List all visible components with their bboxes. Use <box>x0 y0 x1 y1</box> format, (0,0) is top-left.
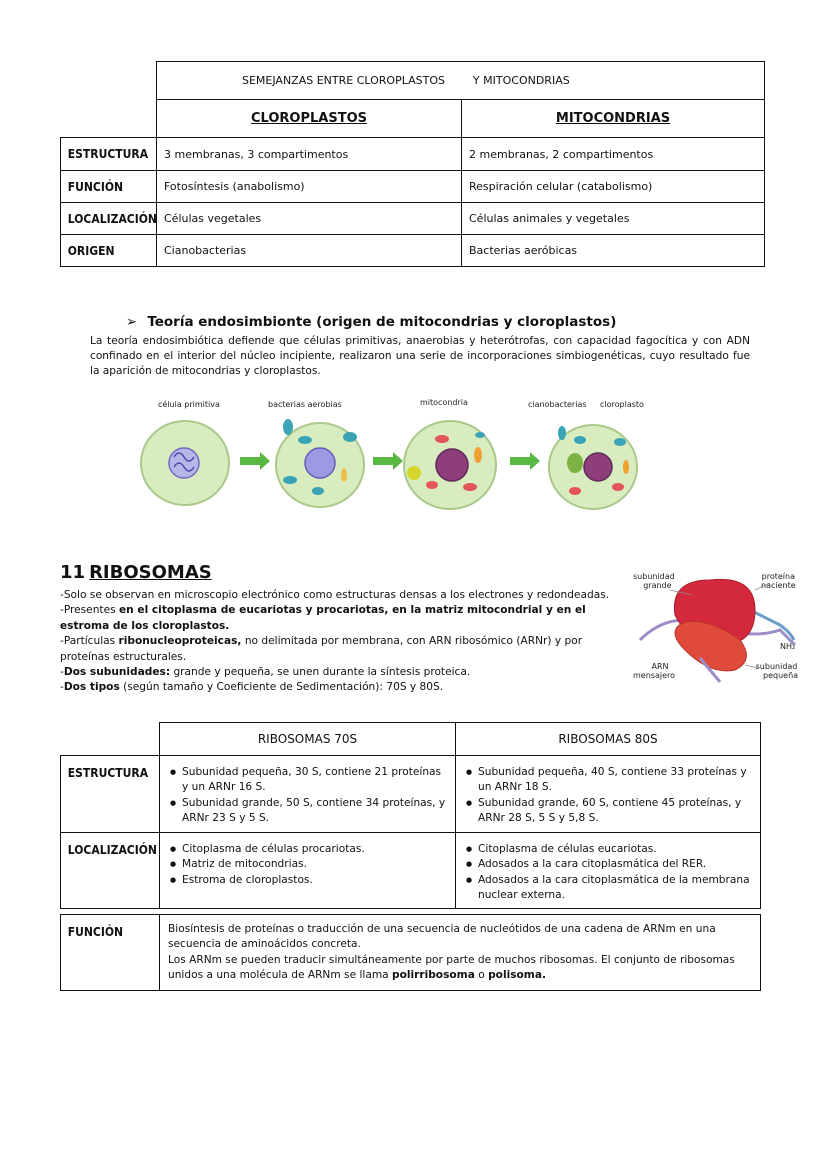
empty-corner <box>61 100 157 138</box>
row-label: FUNCIÓN <box>61 915 150 991</box>
table-cell: Bacterias aeróbicas <box>462 235 765 267</box>
text: Los ARNm se pueden traducir simultáneamente por parte de muchos ribosomas. El conjunto de ribosomas unidos a una molécula de ARNm se llama <box>168 953 735 981</box>
ribosome-function-table <box>60 914 761 991</box>
bullet-arrow-icon: ➢ <box>126 314 138 330</box>
row-label: ORIGEN <box>61 235 147 267</box>
list-item: ● Adosados a la cara citoplasmática de la membrana nuclear externa. <box>478 873 754 904</box>
figure-label <box>755 662 798 680</box>
bullet-list <box>166 765 449 827</box>
text: -Partículas <box>60 635 119 648</box>
figure-label: célula primitiva <box>158 400 220 409</box>
bold-text: Dos tipos <box>63 681 120 694</box>
text: no delimitada por membrana, con ARN ribosómico (ARNr) y por proteínas estructurales. <box>60 635 583 663</box>
table-cell <box>160 915 761 991</box>
section-title-text: Teoría endosimbionte (origen de mitocondrias y cloroplastos) <box>147 314 617 330</box>
paragraph <box>60 588 630 603</box>
section-paragraph: La teoría endosimbiótica defiende que células primitivas, anaerobias y heterótrofas, con capacidad fagocítica y con ADN confinado en el interior del núcleo incipiente, realizaron una serie de incorporaciones simbiogenéticas, cuyo resultado fue la aparición de mitocondrias y cloroplastos. <box>90 335 750 377</box>
section-title: RIBOSOMAS <box>89 562 212 583</box>
bold-text: polisoma. <box>488 968 546 981</box>
list-item: ● Subunidad pequeña, 30 S, contiene 21 proteínas y un ARNr 16 S. <box>182 765 449 796</box>
arrow-icon <box>510 452 540 470</box>
table-cell: Fotosíntesis (anabolismo) <box>157 171 462 203</box>
cells-illustration <box>130 395 670 515</box>
text: o <box>474 968 489 981</box>
text: - <box>60 666 64 679</box>
bullet-list <box>462 765 754 827</box>
section-number: 11 <box>60 562 86 583</box>
table-cell <box>456 833 761 909</box>
list-item: ● Subunidad grande, 50 S, contiene 34 proteínas, y ARNr 23 S y 5 S. <box>182 796 449 827</box>
table-row <box>61 138 765 171</box>
figure-label <box>633 662 675 680</box>
paragraph <box>60 680 630 695</box>
text: (según tamaño y Coeficiente de Sedimentación): 70S y 80S. <box>119 681 444 694</box>
paragraph <box>168 953 752 984</box>
text: -Solo se observan en microscopio electrónico como estructuras densas a los electrones y redondeadas. <box>60 589 610 601</box>
label-line: pequeña <box>763 671 799 680</box>
figure-label: bacterias aerobias <box>268 400 342 409</box>
label-line: grande <box>643 581 672 590</box>
text: - <box>60 681 64 694</box>
bold-text: ribonucleoproteicas, <box>118 635 242 648</box>
ribosome-types-table <box>60 722 761 909</box>
ribosome-figure <box>630 570 800 690</box>
list-item: ● Citoplasma de células procariotas. <box>182 842 449 857</box>
paragraph <box>60 634 630 665</box>
row-label: ESTRUCTURA <box>61 138 147 171</box>
paragraph <box>60 603 630 634</box>
table-row <box>61 833 761 909</box>
bullet-list <box>462 842 754 904</box>
figure-label: mitocondria <box>420 398 468 407</box>
column-header-mitocondrias <box>462 100 765 138</box>
empty-corner <box>61 723 160 756</box>
column-header-80s: RIBOSOMAS 80S <box>456 723 761 756</box>
table-row <box>61 756 761 833</box>
figure-label <box>761 572 796 590</box>
column-header-70s: RIBOSOMAS 70S <box>160 723 456 756</box>
label-line: naciente <box>761 581 796 590</box>
table-cell: Células vegetales <box>157 203 462 235</box>
label-line: ARN <box>651 662 669 671</box>
bullet-list <box>166 842 449 888</box>
bold-text: en el citoplasma de eucariotas y procariotas, en la matriz mitocondrial y en el estroma de los cloroplastos. <box>60 604 586 632</box>
figure-label <box>633 572 675 590</box>
table-row <box>61 171 765 203</box>
table-cell <box>160 756 456 833</box>
empty-corner <box>61 62 157 100</box>
table-cell: Respiración celular (catabolismo) <box>462 171 765 203</box>
table-row <box>61 203 765 235</box>
section-title <box>126 314 750 330</box>
label-line: mensajero <box>633 671 676 680</box>
table-cell <box>160 833 456 909</box>
cell-with-chloroplasts-icon <box>549 425 637 509</box>
paragraph <box>60 665 630 680</box>
header-text: CLOROPLASTOS <box>251 111 367 126</box>
figure-label: cloroplasto <box>600 400 644 409</box>
table-cell: 2 membranas, 2 compartimentos <box>462 138 765 171</box>
text: -Presentes <box>60 604 119 617</box>
primitive-cell-icon <box>141 421 229 505</box>
table-row <box>61 915 761 991</box>
endosymbiosis-figure <box>130 395 670 515</box>
comparison-table-chloroplast-mitochondria <box>60 61 765 267</box>
cell-with-mitochondria-icon <box>404 421 496 509</box>
table-cell: 3 membranas, 3 compartimentos <box>157 138 462 171</box>
column-header-cloroplastos <box>157 100 462 138</box>
list-item: ● Estroma de cloroplastos. <box>182 873 449 888</box>
label-line: proteína <box>761 572 795 581</box>
list-item: ● Adosados a la cara citoplasmática del RER. <box>478 857 754 872</box>
list-item: ● Subunidad pequeña, 40 S, contiene 33 proteínas y un ARNr 18 S. <box>478 765 754 796</box>
bold-text: polirribosoma <box>392 968 475 981</box>
table-cell: Células animales y vegetales <box>462 203 765 235</box>
table-cell: Cianobacterias <box>157 235 462 267</box>
row-label: LOCALIZACIÓN <box>61 203 147 235</box>
list-item: ● Matriz de mitocondrias. <box>182 857 449 872</box>
ribosomes-heading <box>60 562 212 583</box>
text: grande y pequeña, se unen durante la síntesis proteica. <box>170 666 471 679</box>
bold-text: Dos subunidades: <box>63 666 171 679</box>
label-line: subunidad <box>633 572 675 581</box>
table-row <box>61 235 765 267</box>
paragraph: Biosíntesis de proteínas o traducción de una secuencia de nucleótidos de una cadena de ARNm en una secuencia de aminoácidos concreta. <box>168 922 716 951</box>
label-line: subunidad <box>755 662 798 671</box>
list-item: ● Subunidad grande, 60 S, contiene 45 proteínas, y ARNr 28 S, 5 S y 5,8 S. <box>478 796 754 827</box>
row-label: LOCALIZACIÓN <box>61 833 150 909</box>
arrow-icon <box>373 452 403 470</box>
row-label: ESTRUCTURA <box>61 756 150 833</box>
list-item: ● Citoplasma de células eucariotas. <box>478 842 754 857</box>
figure-label: cianobacterias <box>528 400 587 409</box>
figure-label: NH₂ <box>780 642 796 651</box>
table-cell <box>456 756 761 833</box>
ribosomes-text <box>60 588 630 696</box>
arrow-icon <box>240 452 270 470</box>
cell-with-bacteria-icon <box>276 419 364 507</box>
header-text: MITOCONDRIAS <box>555 111 671 126</box>
endosymbiosis-section <box>90 314 750 379</box>
row-label: FUNCIÓN <box>61 171 147 203</box>
table-title: SEMEJANZAS ENTRE CLOROPLASTOS Y MITOCONDRIAS <box>157 62 765 100</box>
